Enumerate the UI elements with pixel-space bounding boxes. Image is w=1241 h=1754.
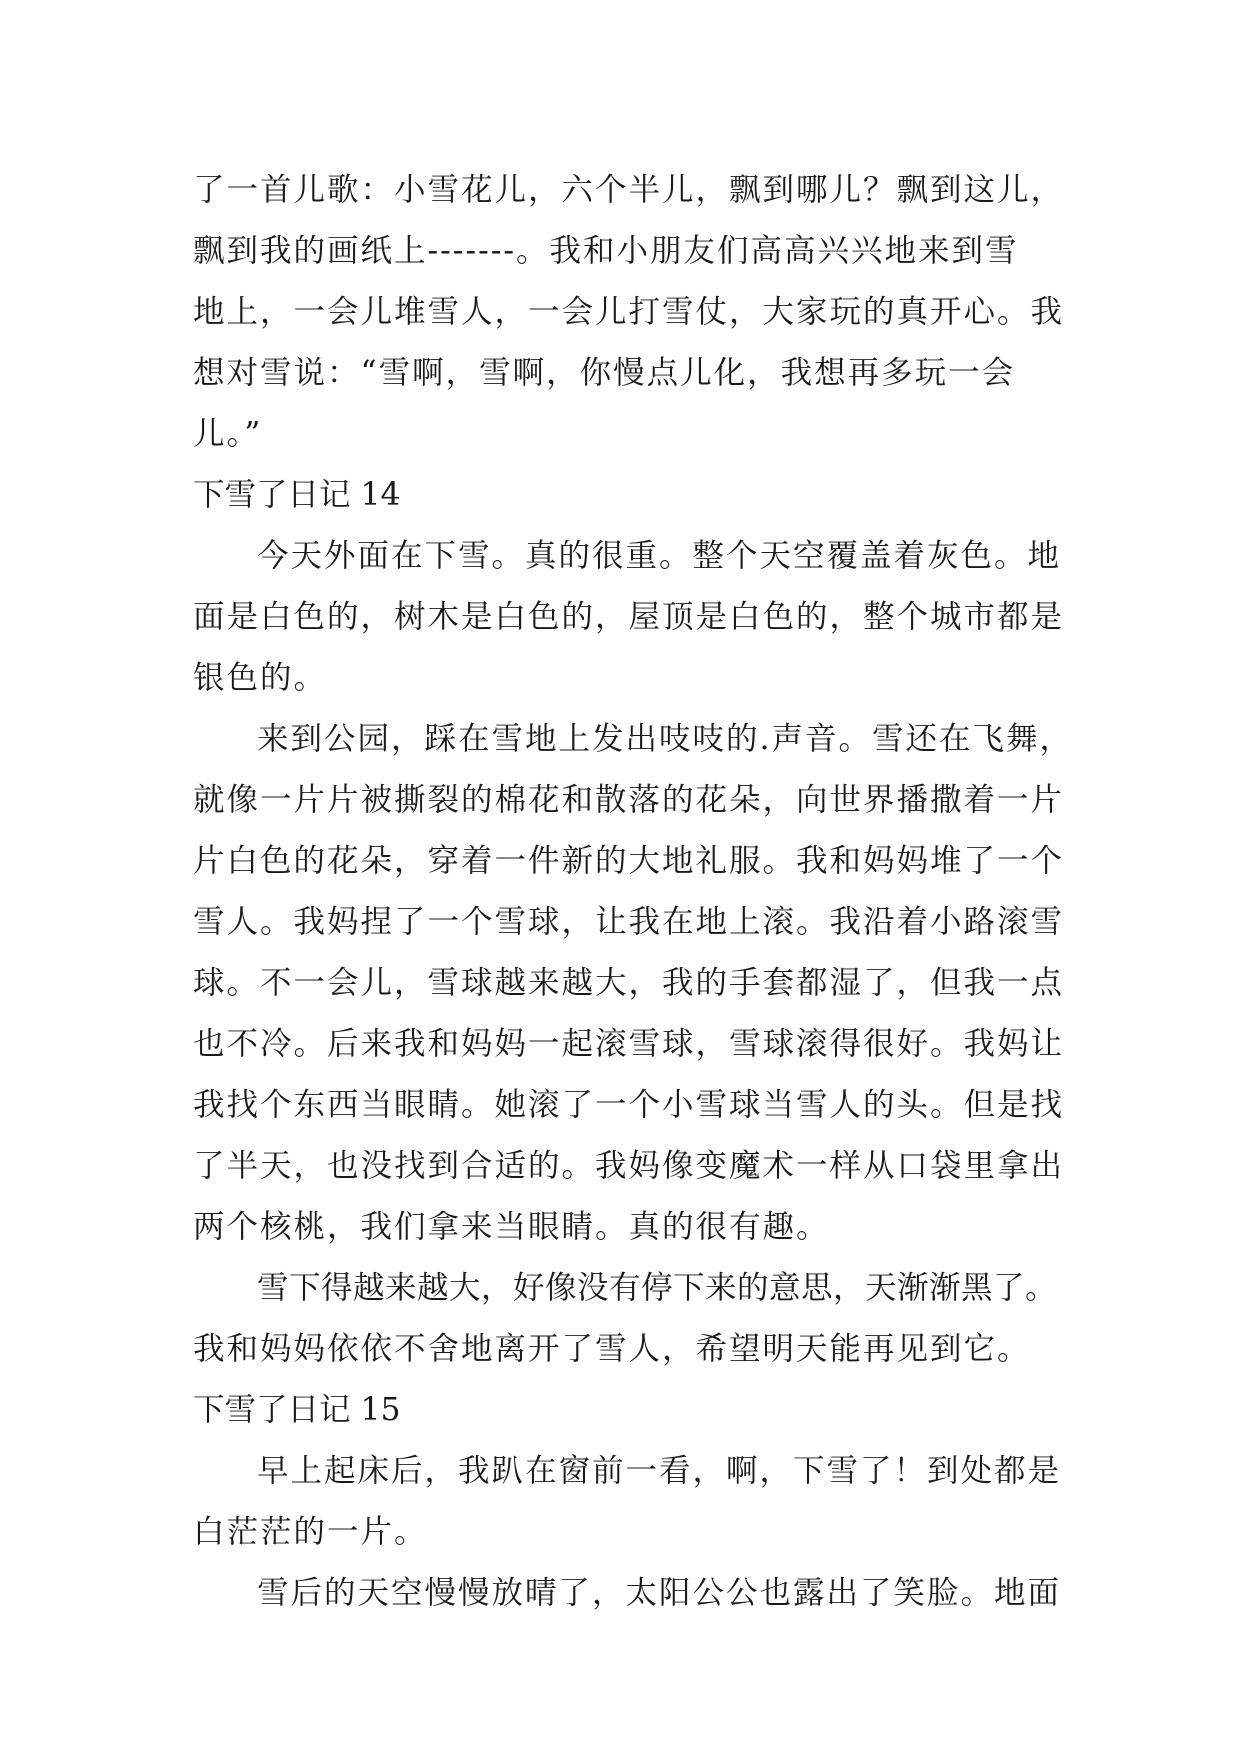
text-line: 地上，一会儿堆雪人，一会儿打雪仗，大家玩的真开心。我: [193, 294, 1065, 330]
text-line: 雪人。我妈捏了一个雪球，让我在地上滚。我沿着小路滚雪: [193, 904, 1065, 940]
text-line: 了一首儿歌：小雪花儿，六个半儿，飘到哪儿？飘到这儿，: [193, 172, 1065, 208]
text-line: 就像一片片被撕裂的棉花和散落的花朵，向世界播撒着一片: [193, 782, 1065, 818]
text-line: 球。不一会儿，雪球越来越大，我的手套都湿了，但我一点: [193, 965, 1065, 1001]
section-heading: 下雪了日记 14: [193, 477, 401, 513]
text-line: 片白色的花朵，穿着一件新的大地礼服。我和妈妈堆了一个: [193, 843, 1065, 879]
text-line: 今天外面在下雪。真的很重。整个天空覆盖着灰色。地: [257, 538, 1062, 574]
text-line: 也不冷。后来我和妈妈一起滚雪球，雪球滚得很好。我妈让: [193, 1026, 1065, 1062]
text-line: 早上起床后，我趴在窗前一看，啊，下雪了！到处都是: [257, 1453, 1062, 1489]
text-line: 雪下得越来越大，好像没有停下来的意思，天渐渐黑了。: [257, 1270, 1058, 1306]
section-heading: 下雪了日记 15: [193, 1392, 401, 1428]
text-line: 雪后的天空慢慢放晴了，太阳公公也露出了笑脸。地面: [257, 1575, 1062, 1611]
text-line: 想对雪说：“雪啊，雪啊，你慢点儿化，我想再多玩一会: [193, 355, 1016, 391]
text-line: 银色的。: [193, 660, 328, 696]
text-line: 我和妈妈依依不舍地离开了雪人，希望明天能再见到它。: [193, 1331, 1031, 1367]
text-line: 我找个东西当眼睛。她滚了一个小雪球当雪人的头。但是找: [193, 1087, 1065, 1123]
text-line: 来到公园，踩在雪地上发出吱吱的.声音。雪还在飞舞，: [257, 721, 1074, 757]
text-line: 白茫茫的一片。: [193, 1514, 428, 1550]
document-body: [193, 160, 1074, 1624]
text-line: 儿。”: [193, 416, 263, 452]
text-line: 面是白色的，树木是白色的，屋顶是白色的，整个城市都是: [193, 599, 1065, 635]
text-line: 飘到我的画纸上-------。我和小朋友们高高兴兴地来到雪: [193, 233, 1019, 269]
text-line: 了半天，也没找到合适的。我妈像变魔术一样从口袋里拿出: [193, 1148, 1065, 1184]
text-line: 两个核桃，我们拿来当眼睛。真的很有趣。: [193, 1209, 830, 1245]
